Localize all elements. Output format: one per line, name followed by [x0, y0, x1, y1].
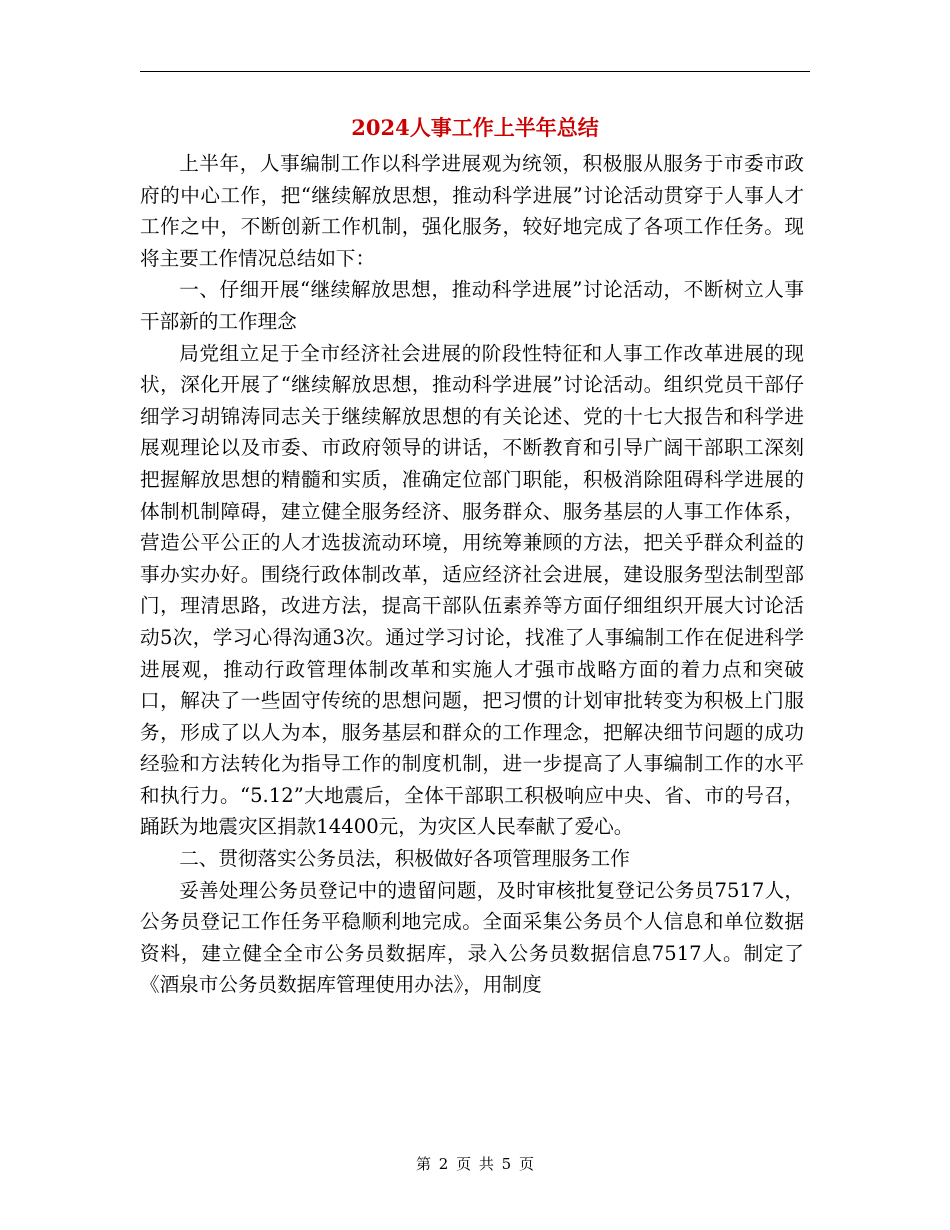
paragraph-section-2: 妥善处理公务员登记中的遗留问题，及时审核批复登记公务员7517人，公务员登记工作任务平稳顺利地完成。全面采集公务员个人信息和单位数据资料，建立健全全市公务员数据库，录入公务员数据信息7517人。制定了《酒泉市公务员数据库管理使用办法》，用制度 — [140, 878, 804, 997]
header-rule — [140, 71, 810, 72]
document-title: 2024人事工作上半年总结 — [351, 115, 599, 140]
section-heading-1: 一、仔细开展“继续解放思想，推动科学进展”讨论活动，不断树立人事干部新的工作理念 — [140, 278, 804, 333]
paragraph-intro: 上半年，人事编制工作以科学进展观为统领，积极服从服务于市委市政府的中心工作，把“继续解放思想，推动科学进展”讨论活动贯穿于人事人才工作之中，不断创新工作机制，强化服务，较好地完成了各项工作任务。现将主要工作情况总结如下： — [140, 152, 804, 270]
section-heading-2: 二、贯彻落实公务员法，积极做好各项管理服务工作 — [179, 847, 630, 871]
paragraph-section-1: 局党组立足于全市经济社会进展的阶段性特征和人事工作改革进展的现状，深化开展了“继续解放思想，推动科学进展”讨论活动。组织党员干部仔细学习胡锦涛同志关于继续解放思想的有关论述、党的十七大报告和科学进展观理论以及市委、市政府领导的讲话，不断教育和引导广阔干部职工深刻把握解放思想的精髓和实质，准确定位部门职能，积极消除阻碍科学进展的体制机制障碍，建立健全服务经济、服务群众、服务基层的人事工作体系，营造公平公正的人才选拔流动环境，用统筹兼顾的方法，把关乎群众利益的事办实办好。围绕行政体制改革，适应经济社会进展，建设服务型法制型部门，理清思路，改进方法，提高干部队伍素养等方面仔细组织开展大讨论活动5次，学习心得沟通3次。通过学习讨论，找准了人事编制工作在促进科学进展观，推动行政管理体制改革和实施人才强市战略方面的着力点和突破口，解决了一些固守传统的思想问题，把习惯的计划审批转变为积极上门服务，形成了以人为本，服务基层和群众的工作理念，把解决细节问题的成功经验和方法转化为指导工作的制度机制，进一步提高了人事编制工作的水平和执行力。“5.12”大地震后，全体干部职工积极响应中央、省、市的号召，踊跃为地震灾区捐款14400元，为灾区人民奉献了爱心。 — [140, 341, 804, 839]
document-body — [140, 148, 804, 1001]
page-number-footer: 第 2 页 共 5 页 — [416, 1155, 534, 1173]
